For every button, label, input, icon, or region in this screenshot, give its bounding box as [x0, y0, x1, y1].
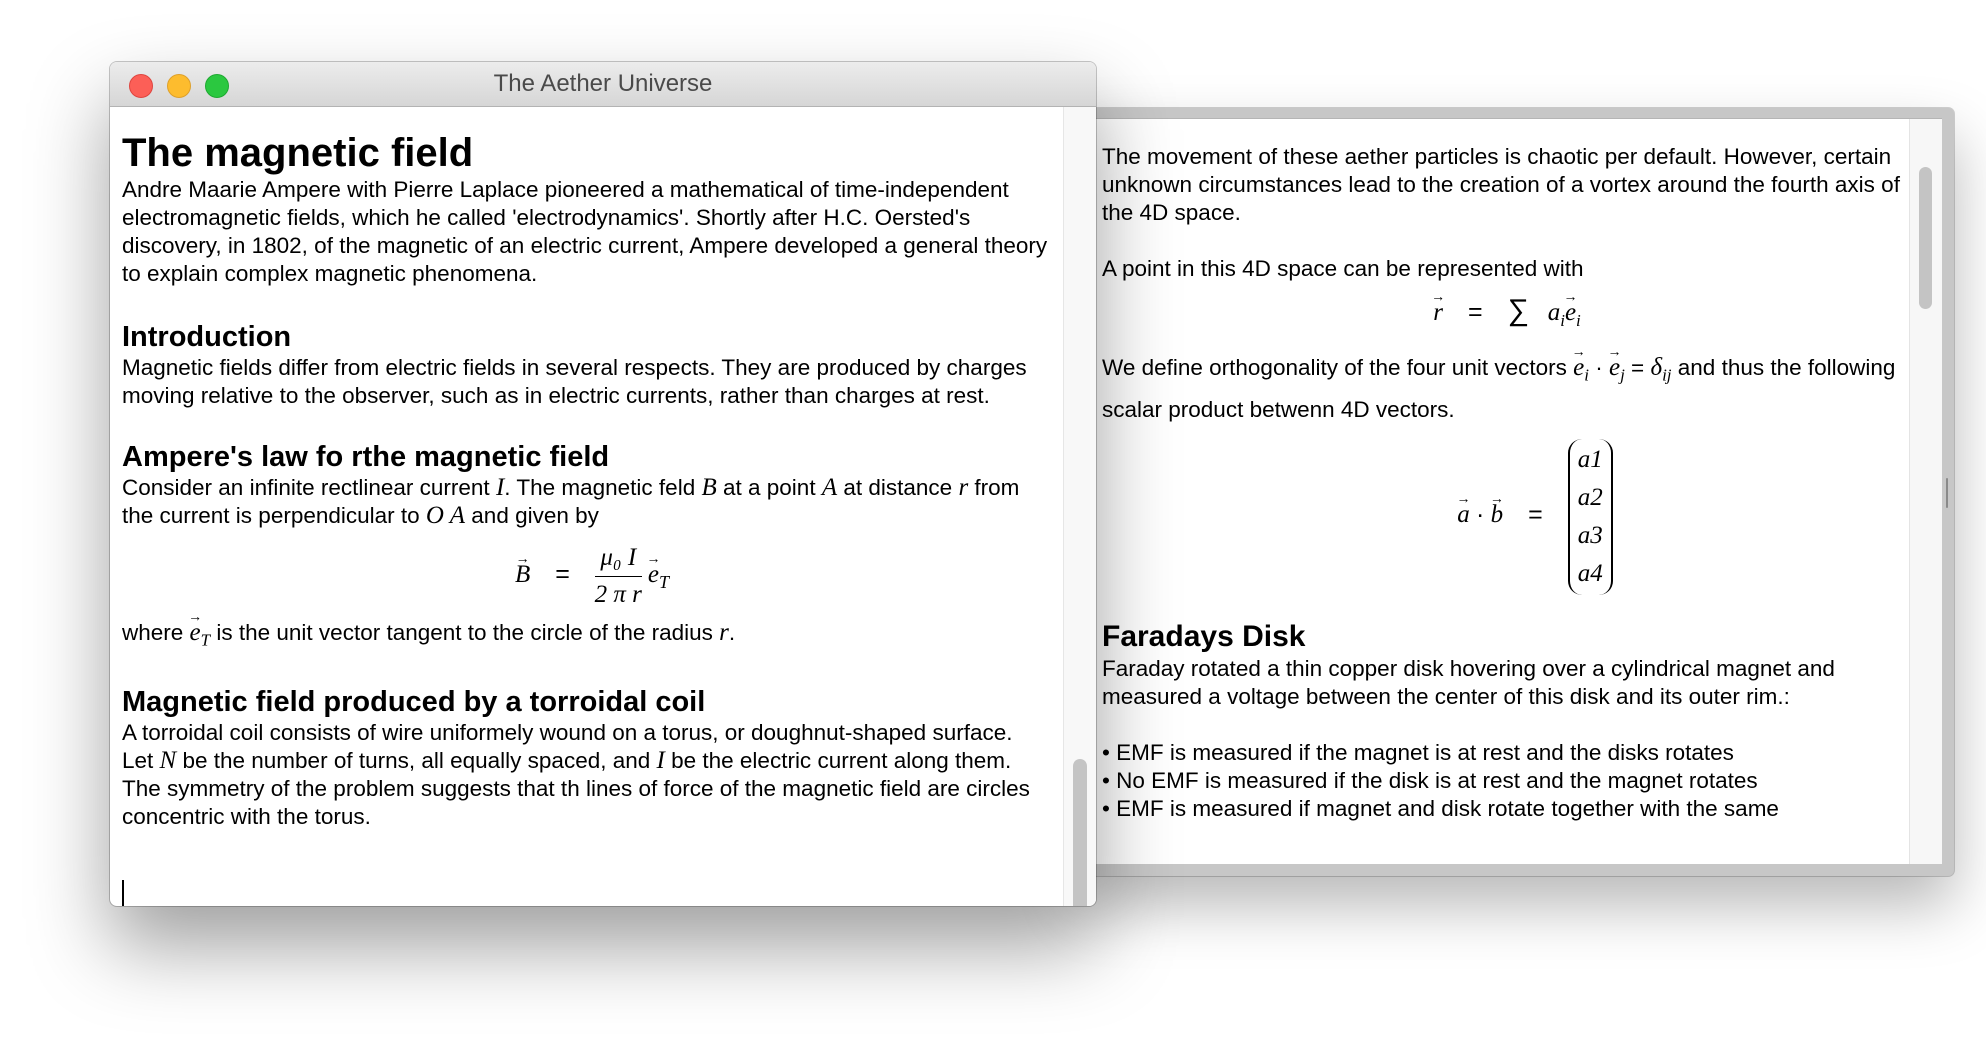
- orthogonality-text: We define orthogonality of the four unit vectors: [1102, 355, 1574, 380]
- variable-OA: O A: [425, 502, 466, 529]
- variable-B: B: [701, 474, 717, 501]
- fraction: [595, 544, 642, 609]
- text-run: and given by: [465, 503, 599, 528]
- text-run: is the unit vector tangent to the circle of the radius: [210, 620, 720, 645]
- text-run: at distance: [837, 475, 959, 500]
- equals-sign: =: [1528, 500, 1543, 529]
- fraction-numerator: μ₀ I: [595, 544, 642, 577]
- main-document-window[interactable]: [110, 62, 1096, 906]
- column-entry: a4: [1577, 559, 1603, 587]
- list-item: • EMF is measured if the magnet is at rest and the disks rotates: [1102, 739, 1734, 765]
- vector-e-i: → e: [1565, 299, 1576, 327]
- title-bar[interactable]: [110, 62, 1096, 107]
- heading-amperes-law: Ampere's law fo rthe magnetic field: [122, 441, 610, 473]
- heading-torroidal-coil: Magnetic field produced by a torroidal coil: [122, 685, 706, 718]
- text-run: . The magnetic feld: [504, 475, 702, 500]
- subscript-i: i: [1584, 365, 1589, 385]
- variable-r: r: [958, 474, 969, 501]
- list-item: • No EMF is measured if the disk is at rest and the magnet rotates: [1102, 767, 1758, 793]
- sum-symbol: ∑: [1507, 294, 1529, 327]
- column-vector: [1568, 439, 1613, 595]
- vector-b: → b: [1491, 501, 1504, 529]
- vector-a: → a: [1457, 501, 1470, 529]
- document-content[interactable]: [122, 130, 1048, 831]
- vertical-scrollbar[interactable]: [1063, 107, 1096, 906]
- vector-B: → B: [515, 561, 530, 589]
- subscript-ij: ij: [1662, 365, 1672, 385]
- variable-I: I: [656, 746, 665, 774]
- secondary-document-window[interactable]: [1078, 108, 1954, 876]
- text-run: A torroidal coil consists of wire uniformely wound on a torus, or doughnut-shaped surface. Let: [122, 719, 1013, 773]
- secondary-document-content[interactable]: [1102, 143, 1908, 823]
- page-title: The magnetic field: [122, 131, 474, 175]
- vector-e-T: → e: [648, 561, 659, 589]
- vector-e-j: → e: [1609, 351, 1620, 385]
- kronecker-delta: δ: [1650, 354, 1663, 381]
- column-entry: a1: [1577, 445, 1603, 473]
- subscript-j: j: [1620, 365, 1625, 385]
- secondary-document-view[interactable]: [1090, 118, 1942, 864]
- fraction-denominator: 2 π r: [594, 581, 642, 608]
- orthogonality-text-end: and thus the following scalar product betwenn 4D vectors.: [1102, 355, 1896, 422]
- column-entry: a3: [1577, 521, 1603, 549]
- paragraph-unit-vector: [122, 619, 1048, 655]
- variable-N: N: [159, 746, 177, 774]
- subscript-T: T: [659, 572, 670, 593]
- text-cursor: [122, 880, 124, 906]
- resize-handle[interactable]: [1946, 478, 1948, 508]
- paragraph-faraday: Faraday rotated a thin copper disk hovering over a cylindrical magnet and measured a voltage between the center of this disk and its outer rim.:: [1102, 655, 1835, 709]
- subscript-T: T: [200, 630, 211, 650]
- paragraph-introduction: Magnetic fields differ from electric fields in several respects. They are produced by charges moving relative to the observer, such as in electric currents, rather than charges at rest.: [122, 355, 1027, 408]
- equals-sign: =: [1624, 355, 1651, 380]
- text-run: at a point: [716, 475, 822, 500]
- scrollbar-thumb[interactable]: [1919, 167, 1932, 309]
- text-run: be the electric current along them. The symmetry of the problem suggests that th lines of force of the magnetic field are circles concentric with the torus.: [122, 747, 1030, 829]
- equation-magnetic-field: [122, 544, 1048, 609]
- dot-operator: ·: [1588, 355, 1609, 380]
- paragraph-aether-movement: The movement of these aether particles is chaotic per default. However, certain unknown circumstances lead to the creation of a vortex around the fourth axis of the 4D space.: [1102, 144, 1900, 225]
- vertical-scrollbar[interactable]: [1909, 119, 1942, 864]
- paragraph-amperes-law: [122, 474, 1048, 530]
- variable-A: A: [821, 474, 838, 501]
- paragraph-torroidal-coil: [122, 719, 1048, 831]
- vector-e-i: → e: [1573, 351, 1584, 385]
- text-run: .: [728, 620, 736, 645]
- equation-scalar-product: [1102, 439, 1908, 595]
- scrollbar-thumb[interactable]: [1073, 759, 1087, 906]
- vector-r: → r: [1433, 299, 1443, 327]
- equals-sign: =: [1467, 298, 1483, 326]
- text-run: from the current is perpendicular to: [122, 475, 1020, 528]
- vector-e-subscript: i: [1576, 311, 1581, 330]
- heading-faradays-disk: Faradays Disk: [1102, 619, 1306, 653]
- variable-I: I: [495, 474, 505, 501]
- text-run: where: [122, 620, 190, 645]
- coefficient-a: a: [1547, 299, 1561, 326]
- paragraph-4d-point: A point in this 4D space can be represented with: [1102, 256, 1584, 281]
- dot-operator: ·: [1476, 500, 1485, 529]
- equation-r-sum: [1102, 294, 1908, 335]
- text-run: be the number of turns, all equally spaced, and: [176, 747, 657, 773]
- paragraph-orthogonality: [1102, 351, 1908, 427]
- list-item: • EMF is measured if magnet and disk rotate together with the same: [1102, 795, 1779, 821]
- vector-e-T: → e: [190, 619, 201, 647]
- window-title: The Aether Universe: [493, 70, 713, 97]
- text-run: Consider an infinite rectlinear current: [122, 475, 496, 500]
- column-entry: a2: [1577, 483, 1603, 511]
- heading-introduction: Introduction: [122, 321, 292, 353]
- coefficient-subscript: i: [1560, 311, 1565, 330]
- equals-sign: =: [555, 560, 570, 589]
- paragraph-intro: Andre Maarie Ampere with Pierre Laplace pioneered a mathematical of time-independent electromagnetic fields, which he called 'electrodynamics'. Shortly after H.C. Oersted's discovery, in 1802, of the magnetic of an electric current, Ampere developed a general theory to explain complex magnetic phenomena.: [122, 177, 1048, 286]
- variable-r: r: [719, 619, 729, 646]
